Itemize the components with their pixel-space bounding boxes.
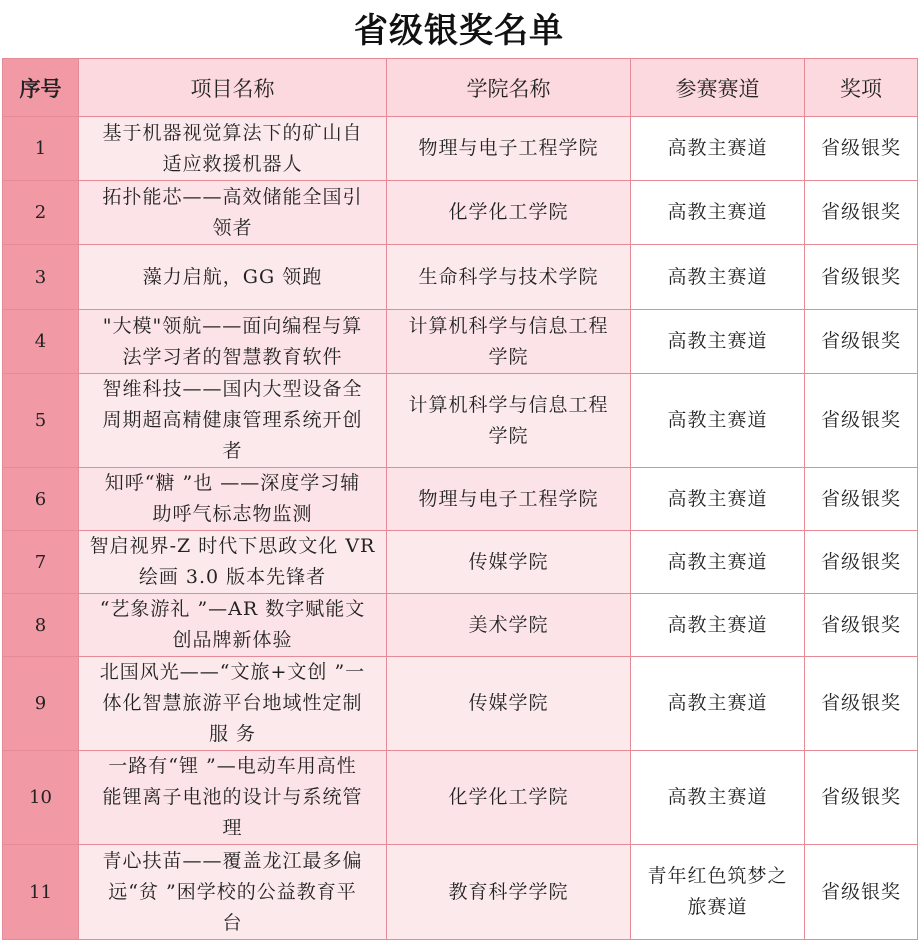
track-name xyxy=(631,245,805,310)
table-row xyxy=(3,374,918,468)
track-name xyxy=(631,117,805,181)
college-name-line: 物理与电子工程学院 xyxy=(418,137,599,159)
college-name xyxy=(387,751,631,845)
table-row xyxy=(3,657,918,751)
award-level: 省级银奖 xyxy=(805,245,918,310)
project-name-line: 远“贫 ”困学校的公益教育平 xyxy=(108,880,357,903)
college-name xyxy=(387,310,631,374)
header-project: 项目名称 xyxy=(79,59,387,117)
row-number: 11 xyxy=(3,845,79,940)
table-row xyxy=(3,245,918,310)
project-name-line: 服 务 xyxy=(208,723,257,745)
project-name-line: 拓扑能芯——高效储能全国引 xyxy=(102,185,363,208)
project-name-line: 智启视界-Z 时代下思政文化 VR xyxy=(89,535,376,557)
table-row xyxy=(3,594,918,657)
project-name-line: 北国风光——“文旅+文创 ”一 xyxy=(99,661,366,683)
row-number: 10 xyxy=(3,751,79,845)
project-name xyxy=(79,245,387,310)
page-title: 省级银奖名单 xyxy=(354,11,564,51)
award-table xyxy=(2,58,918,940)
college-name xyxy=(387,374,631,468)
project-name-line: 创品牌新体验 xyxy=(172,629,293,651)
college-name-line: 计算机科学与信息工程 xyxy=(408,393,609,416)
college-name xyxy=(387,594,631,657)
track-name-line: 旅赛道 xyxy=(687,896,748,918)
college-name-line: 化学化工学院 xyxy=(448,786,569,808)
project-name-line: 基于机器视觉算法下的矿山自 xyxy=(102,121,363,144)
project-name xyxy=(79,468,387,531)
table-row xyxy=(3,845,918,940)
award-level: 省级银奖 xyxy=(805,181,918,245)
project-name xyxy=(79,310,387,374)
row-number: 1 xyxy=(3,117,79,181)
college-name xyxy=(387,181,631,245)
college-name-line: 传媒学院 xyxy=(468,692,549,714)
award-level: 省级银奖 xyxy=(805,657,918,751)
college-name-line: 美术学院 xyxy=(468,613,549,636)
award-level: 省级银奖 xyxy=(805,117,918,181)
college-name-line: 学院 xyxy=(488,345,529,368)
college-name xyxy=(387,117,631,181)
project-name-line: 一路有“锂 ”—电动车用高性 xyxy=(108,755,357,777)
award-level: 省级银奖 xyxy=(805,751,918,845)
project-name-line: 周期超高精健康管理系统开创 xyxy=(102,409,363,431)
track-name xyxy=(631,845,805,940)
track-name-line: 高教主赛道 xyxy=(667,550,768,573)
project-name-line: "大模"领航——面向编程与算 xyxy=(102,314,363,337)
track-name-line: 高教主赛道 xyxy=(667,330,768,352)
row-number: 7 xyxy=(3,531,79,594)
row-number: 8 xyxy=(3,594,79,657)
project-name-line: 绘画 3.0 版本先锋者 xyxy=(138,566,327,588)
award-level: 省级银奖 xyxy=(805,531,918,594)
project-name-line: 助呼气标志物监测 xyxy=(152,503,313,525)
row-number: 2 xyxy=(3,181,79,245)
college-name xyxy=(387,531,631,594)
project-name-line: 领者 xyxy=(212,216,253,239)
award-level: 省级银奖 xyxy=(805,374,918,468)
track-name-line: 高教主赛道 xyxy=(667,692,768,714)
track-name-line: 高教主赛道 xyxy=(667,786,768,808)
header-num: 序号 xyxy=(3,59,79,117)
project-name-line: 者 xyxy=(222,440,243,462)
track-name xyxy=(631,531,805,594)
track-name xyxy=(631,657,805,751)
track-name xyxy=(631,181,805,245)
table-row xyxy=(3,310,918,374)
project-name xyxy=(79,594,387,657)
project-name-line: 青心扶苗——覆盖龙江最多偏 xyxy=(102,849,363,872)
college-name-line: 教育科学学院 xyxy=(448,880,569,903)
table-row xyxy=(3,468,918,531)
table-row xyxy=(3,117,918,181)
track-name xyxy=(631,310,805,374)
track-name-line: 高教主赛道 xyxy=(667,487,768,510)
project-name xyxy=(79,531,387,594)
college-name-line: 计算机科学与信息工程 xyxy=(408,314,609,337)
project-name-line: 藻力启航，GG 领跑 xyxy=(142,265,323,288)
track-name-line: 高教主赛道 xyxy=(667,201,768,223)
header-row xyxy=(3,59,918,117)
row-number: 5 xyxy=(3,374,79,468)
project-name xyxy=(79,657,387,751)
college-name xyxy=(387,845,631,940)
header-award: 奖项 xyxy=(805,59,918,117)
college-name xyxy=(387,245,631,310)
project-name xyxy=(79,845,387,940)
college-name xyxy=(387,468,631,531)
college-name-line: 学院 xyxy=(488,424,529,447)
row-number: 9 xyxy=(3,657,79,751)
table-row xyxy=(3,531,918,594)
table-row xyxy=(3,181,918,245)
header-college: 学院名称 xyxy=(387,59,631,117)
track-name-line: 高教主赛道 xyxy=(667,137,768,159)
project-name-line: 台 xyxy=(222,911,243,934)
award-level: 省级银奖 xyxy=(805,310,918,374)
track-name-line: 青年红色筑梦之 xyxy=(647,865,788,887)
project-name-line: 知呼“糖 ”也 ——深度学习辅 xyxy=(104,472,361,494)
project-name xyxy=(79,374,387,468)
project-name xyxy=(79,751,387,845)
college-name-line: 化学化工学院 xyxy=(448,201,569,223)
track-name xyxy=(631,468,805,531)
project-name xyxy=(79,117,387,181)
project-name-line: 理 xyxy=(222,817,243,839)
table-row xyxy=(3,751,918,845)
row-number: 4 xyxy=(3,310,79,374)
track-name xyxy=(631,374,805,468)
row-number: 3 xyxy=(3,245,79,310)
award-level: 省级银奖 xyxy=(805,468,918,531)
track-name xyxy=(631,594,805,657)
college-name-line: 传媒学院 xyxy=(468,550,549,573)
college-name-line: 生命科学与技术学院 xyxy=(418,265,599,288)
project-name-line: 能锂离子电池的设计与系统管 xyxy=(102,786,363,808)
project-name-line: 适应救援机器人 xyxy=(162,152,303,175)
project-name-line: “艺象游礼 ”—AR 数字赋能文 xyxy=(99,598,366,620)
header-track: 参赛赛道 xyxy=(631,59,805,117)
project-name xyxy=(79,181,387,245)
award-level: 省级银奖 xyxy=(805,594,918,657)
row-number: 6 xyxy=(3,468,79,531)
track-name-line: 高教主赛道 xyxy=(667,409,768,431)
project-name-line: 智维科技——国内大型设备全 xyxy=(102,378,363,400)
track-name-line: 高教主赛道 xyxy=(667,613,768,636)
college-name-line: 物理与电子工程学院 xyxy=(418,487,599,510)
track-name-line: 高教主赛道 xyxy=(667,265,768,288)
award-level: 省级银奖 xyxy=(805,845,918,940)
college-name xyxy=(387,657,631,751)
project-name-line: 法学习者的智慧教育软件 xyxy=(122,345,343,368)
track-name xyxy=(631,751,805,845)
project-name-line: 体化智慧旅游平台地域性定制 xyxy=(102,692,363,714)
